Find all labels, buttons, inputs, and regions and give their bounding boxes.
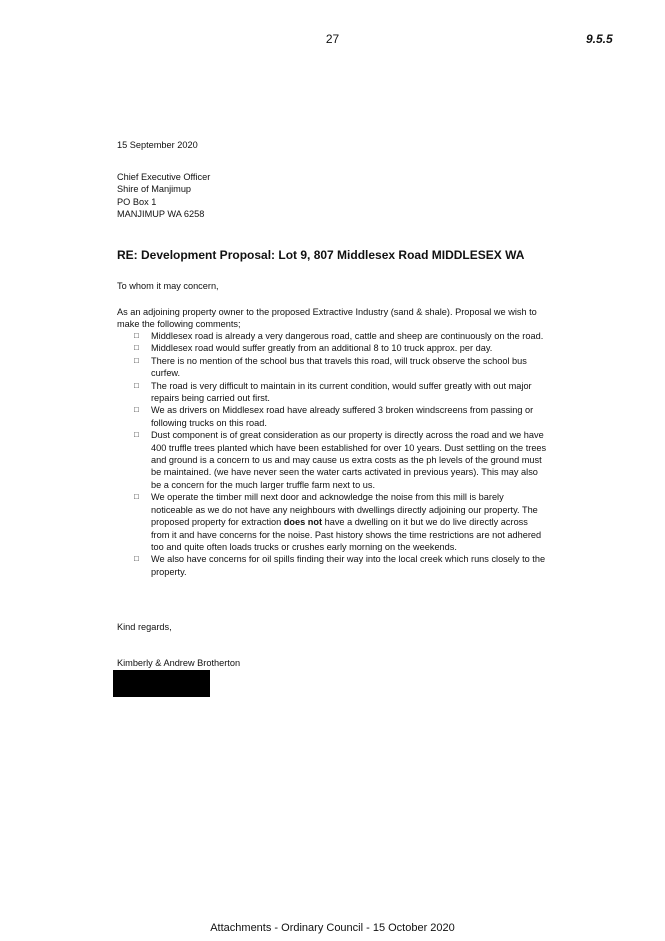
text-segment: have a dwelling on it but we do live directly across from it and have concerns for the noise. Past history shows the time restrictions are not adhered too and quite often loads trucks or crushes early morning on the weekends.: [151, 517, 542, 552]
list-item-text: We also have concerns for oil spills finding their way into the local creek which runs closely to the property.: [151, 554, 546, 577]
page-footer: Attachments - Ordinary Council - 15 October 2020: [210, 922, 455, 934]
list-item-text: The road is very difficult to maintain in its current condition, would suffer greatly with out major repairs being carried out first.: [151, 380, 532, 404]
text-segment: We operate the timber mill next door and acknowledge the noise from this mill is barely noticeable as we do not have any neighbours with dwellings directly adjoining our property. The proposed property for extraction: [151, 492, 538, 528]
list-item: [117, 491, 547, 553]
checkbox-glyph-icon: □: [134, 554, 139, 564]
recipient-address: [117, 171, 547, 221]
checkbox-glyph-icon: □: [134, 355, 139, 365]
list-item: [117, 355, 547, 380]
list-item: [117, 429, 547, 491]
signatory-names: Kimberly & Andrew Brotherton: [117, 658, 241, 668]
letter-date: 15 September 2020: [117, 140, 198, 150]
checkbox-glyph-icon: □: [134, 405, 139, 415]
recipient-line: Chief Executive Officer: [117, 172, 211, 182]
section-reference: 9.5.5: [586, 32, 613, 46]
salutation: To whom it may concern,: [117, 281, 219, 291]
recipient-line: PO Box 1: [117, 196, 157, 207]
closing: Kind regards,: [117, 622, 172, 632]
list-item: [117, 342, 547, 354]
letter-subject: RE: Development Proposal: Lot 9, 807 Middlesex Road MIDDLESEX WA: [117, 248, 525, 262]
recipient-line: MANJIMUP WA 6258: [117, 209, 205, 220]
checkbox-glyph-icon: □: [134, 343, 139, 353]
checkbox-glyph-icon: □: [134, 430, 139, 440]
page-number: 27: [325, 32, 340, 46]
emphasis-text: does not: [283, 517, 323, 528]
list-item-text: Middlesex road is already a very dangerous road, cattle and sheep are continuously on the road.: [151, 331, 544, 341]
list-item-text: There is no mention of the school bus that travels this road, will truck observe the school bus curfew.: [151, 355, 527, 379]
recipient-line: Shire of Manjimup: [117, 184, 192, 195]
checkbox-glyph-icon: □: [134, 380, 139, 390]
list-item-text: [151, 491, 547, 553]
list-item-text: Dust component is of great consideration as our property is directly across the road and we have 400 truffle trees planted which have been established for over 10 years. Dust settling on the trees and ground is a concern to us and may cause us extra costs as the ph levels of the ground must be maintained. (we have never seen the water carts activated in previous years). This may also be a concern for the much larger truffle farm next to us.: [151, 430, 547, 490]
checkbox-glyph-icon: □: [134, 492, 139, 502]
checkbox-glyph-icon: □: [134, 331, 139, 340]
list-item-text: Middlesex road would suffer greatly from an additional 8 to 10 truck approx. per day.: [151, 343, 493, 354]
list-item: [117, 380, 547, 405]
redacted-signature-block: [113, 670, 210, 697]
list-item: [117, 404, 547, 429]
list-item: [117, 330, 547, 342]
list-item-text: We as drivers on Middlesex road have already suffered 3 broken windscreens from passing or following trucks on this road.: [151, 405, 534, 428]
list-item: [117, 553, 547, 578]
intro-paragraph: As an adjoining property owner to the proposed Extractive Industry (sand & shale). Proposal we wish to make the following comments;: [117, 307, 537, 330]
comments-list: [117, 330, 547, 578]
